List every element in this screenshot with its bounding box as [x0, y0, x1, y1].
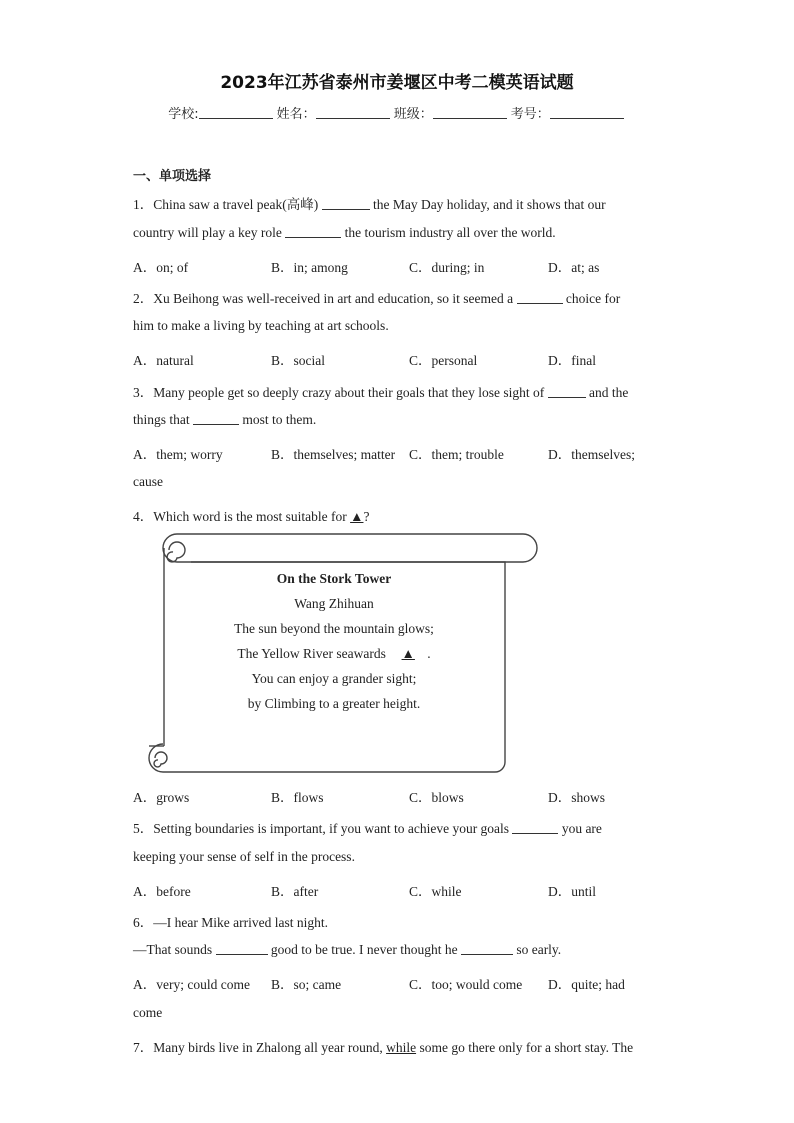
name-blank[interactable] — [316, 106, 390, 119]
answer-blank — [216, 942, 268, 955]
answer-blank — [193, 412, 239, 425]
option-d[interactable]: D．quite; had — [548, 977, 625, 992]
option-c[interactable]: C．while — [409, 884, 462, 899]
option-b[interactable]: B．after — [271, 884, 319, 899]
page-title: 2023年江苏省泰州市姜堰区中考二模英语试题 — [220, 73, 574, 93]
poem-line-1: The sun beyond the mountain glows; — [234, 621, 434, 636]
question-1-line-2: country will play a key role the tourism industry all over the world. — [133, 225, 556, 240]
question-5-line-2: keeping your sense of self in the process. — [133, 849, 355, 864]
option-c[interactable]: C．blows — [409, 790, 464, 805]
poem-line-4: by Climbing to a greater height. — [247, 696, 421, 711]
question-6-option-wrap: come — [133, 1005, 163, 1020]
student-info-line — [0, 103, 794, 122]
option-d[interactable]: D．shows — [548, 790, 606, 805]
number-label: 考号： — [510, 107, 550, 122]
option-a[interactable]: A．very; could come — [133, 977, 250, 992]
question-7-line-1: 7．Many birds live in Zhalong all year round, while some go there only for a short stay. The — [133, 1040, 634, 1055]
option-b[interactable]: B．flows — [271, 790, 324, 805]
question-3-line-1: 3．Many people get so deeply crazy about their goals that they lose sight of and the — [133, 385, 629, 400]
option-d[interactable]: D．final — [548, 353, 596, 368]
option-c[interactable]: C．too; would come — [409, 977, 523, 992]
option-b[interactable]: B．so; came — [271, 977, 342, 992]
answer-blank — [548, 385, 586, 398]
option-b[interactable]: B．social — [271, 353, 325, 368]
name-label: 姓名： — [276, 107, 316, 122]
option-c[interactable]: C．during; in — [409, 260, 485, 275]
question-6-line-1: 6．—I hear Mike arrived last night. — [133, 915, 328, 930]
question-5-line-1: 5．Setting boundaries is important, if you want to achieve your goals you are — [133, 821, 602, 836]
option-c[interactable]: C．them; trouble — [409, 447, 504, 462]
option-b[interactable]: B．themselves; matter — [271, 447, 396, 462]
answer-blank — [322, 197, 370, 210]
question-6-line-2: —That sounds good to be true. I never thought he so early. — [133, 942, 562, 957]
poem — [164, 566, 504, 716]
class-blank[interactable] — [433, 106, 507, 119]
option-a[interactable]: A．before — [133, 884, 191, 899]
poem-title: On the Stork Tower — [276, 571, 392, 586]
poem-line-3: You can enjoy a grander sight; — [251, 671, 417, 686]
question-2-line-2: him to make a living by teaching at art schools. — [133, 318, 389, 333]
option-a[interactable]: A．grows — [133, 790, 190, 805]
school-label: 学校: — [168, 107, 199, 122]
option-a[interactable]: A．them; worry — [133, 447, 223, 462]
option-a[interactable]: A．on; of — [133, 260, 189, 275]
option-c[interactable]: C．personal — [409, 353, 478, 368]
question-3-line-2: things that most to them. — [133, 412, 317, 427]
answer-blank — [512, 821, 558, 834]
school-blank[interactable] — [199, 106, 273, 119]
answer-blank — [461, 942, 513, 955]
triangle-marker-icon: ▲ — [350, 509, 364, 524]
underlined-word: while — [386, 1040, 417, 1055]
question-1-line-1: 1．China saw a travel peak(高峰) the May Day holiday, and it shows that our — [133, 197, 606, 212]
option-d[interactable]: D．at; as — [548, 260, 600, 275]
option-d[interactable]: D．themselves; — [548, 447, 635, 462]
answer-blank — [285, 225, 341, 238]
question-4-line-1: 4．Which word is the most suitable for ▲? — [133, 509, 370, 524]
section-heading: 一、单项选择 — [133, 169, 212, 184]
question-2-line-1: 2．Xu Beihong was well-received in art and education, so it seemed a choice for — [133, 291, 621, 306]
option-b[interactable]: B．in; among — [271, 260, 348, 275]
poem-author: Wang Zhihuan — [294, 596, 374, 611]
number-blank[interactable] — [550, 106, 624, 119]
question-3-option-wrap: cause — [133, 474, 163, 489]
poem-line-2: The Yellow River seawards ▲ . — [164, 641, 504, 666]
option-a[interactable]: A．natural — [133, 353, 194, 368]
option-d[interactable]: D．until — [548, 884, 597, 899]
answer-blank — [517, 291, 563, 304]
triangle-marker-icon: ▲ — [401, 646, 415, 661]
class-label: 班级： — [393, 107, 433, 122]
